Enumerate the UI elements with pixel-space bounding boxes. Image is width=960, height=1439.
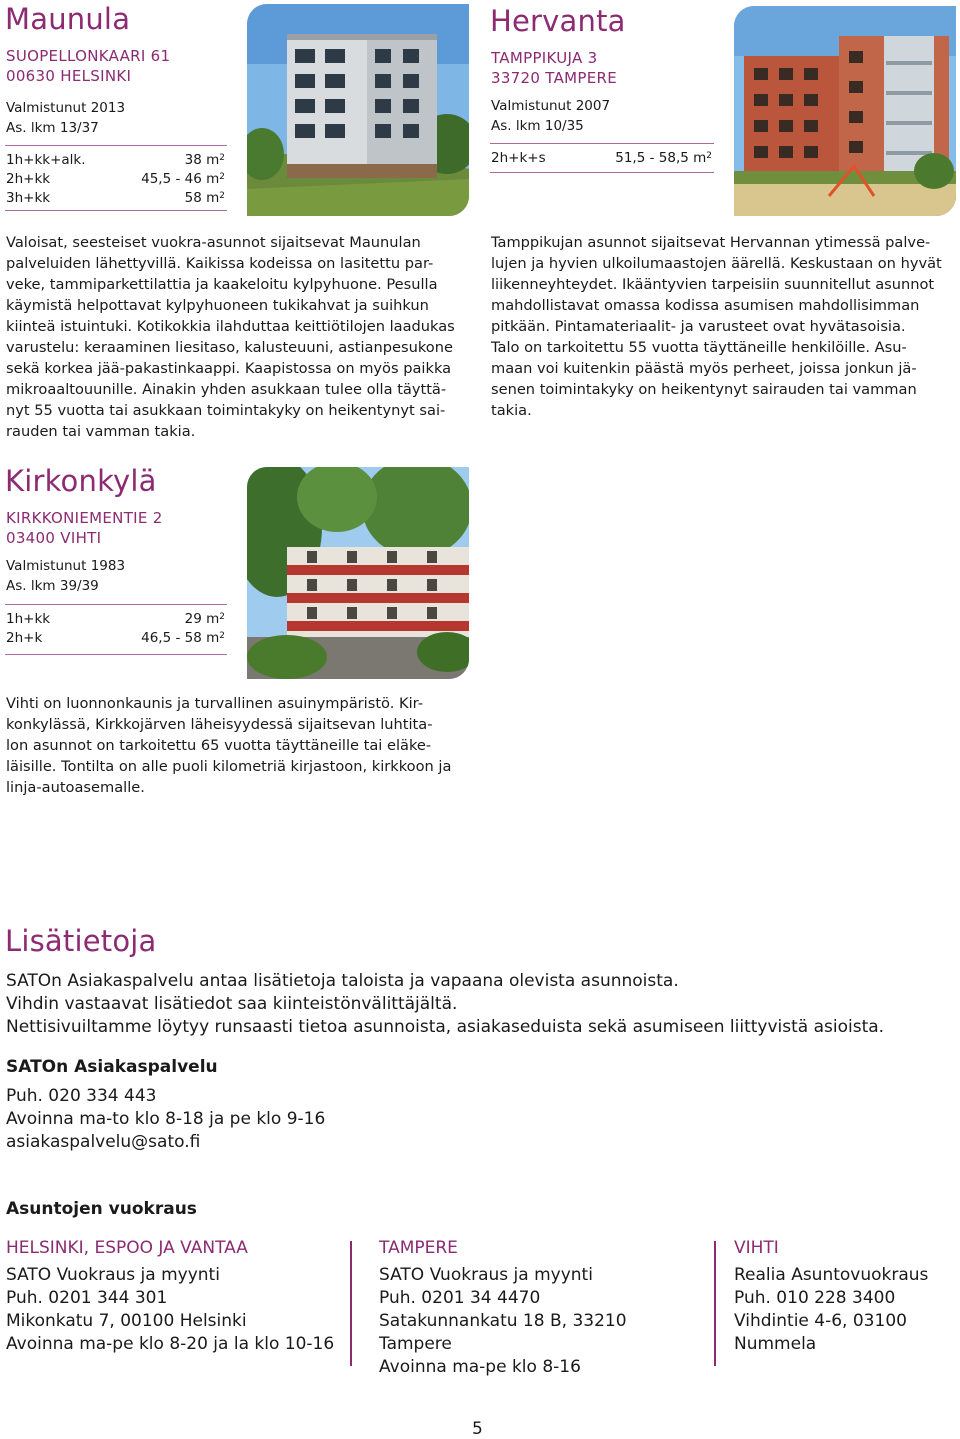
spec-type: 3h+kk	[6, 190, 51, 206]
text-line: lujen ja hyvien ulkoilumaastojen äärellä. Keskustaan on hyvät	[491, 255, 942, 272]
text-line: takia.	[491, 402, 532, 419]
info-text	[6, 970, 946, 1039]
office-address-city: Nummela	[734, 1334, 817, 1354]
text-line: kiinteä istuintuki. Kotikokkia ilahduttaa keittiötilojen laadukas	[6, 318, 455, 335]
text-line: konkylässä, Kirkkojärven läheisyydessä sijaitsevan luhtita-	[6, 716, 433, 733]
text-line: senen toimintakyky on heikentynyt sairauden tai vamman	[491, 381, 917, 398]
spec-row	[6, 189, 225, 208]
text-line: Tamppikujan asunnot sijaitsevat Hervannan ytimessä palve-	[491, 234, 931, 251]
hervanta-units: As. lkm 10/35	[491, 118, 584, 134]
office-helsinki	[6, 1238, 336, 1356]
info-line: Nettisivuiltamme löytyy runsaasti tietoa asunnoista, asiakaseduista sekä asumiseen liittyvistä asioista.	[6, 1017, 885, 1037]
office-name: SATO Vuokraus ja myynti	[379, 1265, 593, 1285]
spec-size: 29 m	[184, 611, 220, 627]
kirkonkyla-street: KIRKKONIEMENTIE 2	[6, 509, 163, 527]
office-phone: Puh. 0201 344 301	[6, 1288, 168, 1308]
spec-type: 2h+kk	[6, 171, 51, 187]
maunula-postal: 00630 HELSINKI	[6, 67, 132, 85]
text-line: palveluiden lähettyvillä. Kaikissa kodeissa on lasitettu par-	[6, 255, 434, 272]
office-phone: Puh. 0201 34 4470	[379, 1288, 541, 1308]
office-name: SATO Vuokraus ja myynti	[6, 1265, 220, 1285]
spec-row	[6, 151, 225, 170]
text-line: rauden tai vamman takia.	[6, 423, 196, 440]
service-title: SATOn Asiakaspalvelu	[6, 1057, 218, 1077]
spec-row	[491, 149, 712, 168]
spec-size: 58 m	[184, 190, 220, 206]
kirkonkyla-title: Kirkonkylä	[5, 464, 157, 498]
spec-row	[6, 610, 225, 629]
info-line: SATOn Asiakaspalvelu antaa lisätietoja taloista ja vapaana olevista asunnoista.	[6, 971, 679, 991]
kirkonkyla-description	[6, 693, 469, 798]
text-line: lon asunnot on tarkoitettu 65 vuotta täyttäneille tai eläke-	[6, 737, 432, 754]
spec-size: 46,5 - 58 m	[141, 630, 220, 646]
office-city: HELSINKI, ESPOO JA VANTAA	[6, 1238, 248, 1258]
maunula-description	[6, 232, 469, 442]
text-line: pitkään. Pintamateriaalit- ja varusteet ovat hyvätasoisia.	[491, 318, 906, 335]
sup: 2	[219, 631, 225, 641]
kirkonkyla-spec-table	[6, 610, 225, 648]
office-city: TAMPERE	[379, 1238, 458, 1258]
text-line: mahdollistavat omassa kodissa asumisen mahdollisimman	[491, 297, 920, 314]
kirkonkyla-postal: 03400 VIHTI	[6, 529, 102, 547]
text-line: käymistä helpottavat kylpyhuoneen tukikahvat ja suihkun	[6, 297, 429, 314]
kirkonkyla-units: As. lkm 39/39	[6, 578, 99, 594]
office-hours: Avoinna ma-pe klo 8-16	[379, 1357, 581, 1377]
spec-row	[6, 170, 225, 189]
kirkonkyla-rule-top	[5, 604, 227, 605]
text-line: sekä korkea jää-pakastinkaappi. Kaapistossa on myös paikka	[6, 360, 452, 377]
office-vihti	[734, 1238, 954, 1356]
hervanta-postal: 33720 TAMPERE	[491, 69, 618, 87]
hervanta-rule-top	[490, 143, 714, 144]
service-hours: Avoinna ma-to klo 8-18 ja pe klo 9-16	[6, 1109, 326, 1129]
office-hours: Avoinna ma-pe klo 8-20 ja la klo 10-16	[6, 1334, 335, 1354]
text-line: läisille. Tontilta on alle puoli kilometriä kirjastoon, kirkkoon ja	[6, 758, 452, 775]
sup: 2	[219, 191, 225, 201]
office-address: Mikonkatu 7, 00100 Helsinki	[6, 1311, 247, 1331]
spec-type: 2h+k	[6, 630, 43, 646]
rental-title: Asuntojen vuokraus	[6, 1199, 197, 1219]
text-line: varustelu: keraaminen liesitaso, kalusteuuni, astianpesukone	[6, 339, 453, 356]
kirkonkyla-photo	[247, 467, 469, 679]
maunula-photo	[247, 4, 469, 216]
hervanta-spec-table	[491, 149, 712, 168]
sup: 2	[706, 151, 712, 161]
text-line: liikenneyhteydet. Ikääntyvien tarpeisiin suunnitellut asunnot	[491, 276, 935, 293]
spec-type: 1h+kk	[6, 611, 51, 627]
hervanta-rule-bottom	[490, 172, 714, 173]
kirkonkyla-rule-bottom	[5, 654, 227, 655]
info-line: Vihdin vastaavat lisätiedot saa kiinteistönvälittäjältä.	[6, 994, 458, 1014]
text-line: Talo on tarkoitettu 55 vuotta täyttäneille henkilöille. Asu-	[491, 339, 907, 356]
maunula-street: SUOPELLONKAARI 61	[6, 47, 171, 65]
office-tampere	[379, 1238, 699, 1379]
text-line: linja-autoasemalle.	[6, 779, 145, 796]
spec-size: 38 m	[184, 152, 220, 168]
divider	[350, 1241, 352, 1366]
service-phone: Puh. 020 334 443	[6, 1086, 157, 1106]
hervanta-built: Valmistunut 2007	[491, 98, 611, 114]
text-line: nyt 55 vuotta tai asukkaan toimintakyky on heikentynyt sai-	[6, 402, 446, 419]
sup: 2	[219, 612, 225, 622]
kirkonkyla-built: Valmistunut 1983	[6, 558, 126, 574]
maunula-spec-table	[6, 151, 225, 208]
maunula-units: As. lkm 13/37	[6, 120, 99, 136]
divider	[714, 1241, 716, 1366]
page-number: 5	[472, 1419, 483, 1439]
hervanta-photo	[734, 6, 956, 216]
hervanta-title: Hervanta	[490, 4, 626, 38]
service-email[interactable]: asiakaspalvelu@sato.fi	[6, 1132, 201, 1152]
sup: 2	[219, 172, 225, 182]
maunula-rule-top	[5, 145, 227, 146]
office-city: VIHTI	[734, 1238, 779, 1258]
text-line: maan voi kuitenkin päästä myös perheet, joissa jonkun jä-	[491, 360, 917, 377]
service-details	[6, 1085, 325, 1154]
text-line: Valoisat, seesteiset vuokra-asunnot sijaitsevat Maunulan	[6, 234, 421, 251]
text-line: mikroaaltouunille. Ainakin yhden asukkaan tulee olla täyttä-	[6, 381, 447, 398]
maunula-built: Valmistunut 2013	[6, 100, 126, 116]
office-phone: Puh. 010 228 3400	[734, 1288, 896, 1308]
spec-type: 2h+k+s	[491, 150, 546, 166]
spec-size: 51,5 - 58,5 m	[615, 150, 707, 166]
sup: 2	[219, 153, 225, 163]
maunula-rule-bottom	[5, 210, 227, 211]
hervanta-description	[491, 232, 955, 421]
hervanta-street: TAMPPIKUJA 3	[491, 49, 598, 67]
spec-row	[6, 629, 225, 648]
office-address: Vihdintie 4-6, 03100	[734, 1311, 907, 1331]
maunula-title: Maunula	[5, 2, 131, 36]
info-title: Lisätietoja	[5, 924, 157, 958]
spec-size: 45,5 - 46 m	[141, 171, 220, 187]
office-address: Satakunnankatu 18 B, 33210 Tampere	[379, 1311, 627, 1354]
text-line: veke, tammiparkettilattia ja kaakeloitu kylpyhuone. Pesulla	[6, 276, 438, 293]
text-line: Vihti on luonnonkaunis ja turvallinen asuinympäristö. Kir-	[6, 695, 423, 712]
office-name: Realia Asuntovuokraus	[734, 1265, 929, 1285]
spec-type: 1h+kk+alk.	[6, 152, 86, 168]
